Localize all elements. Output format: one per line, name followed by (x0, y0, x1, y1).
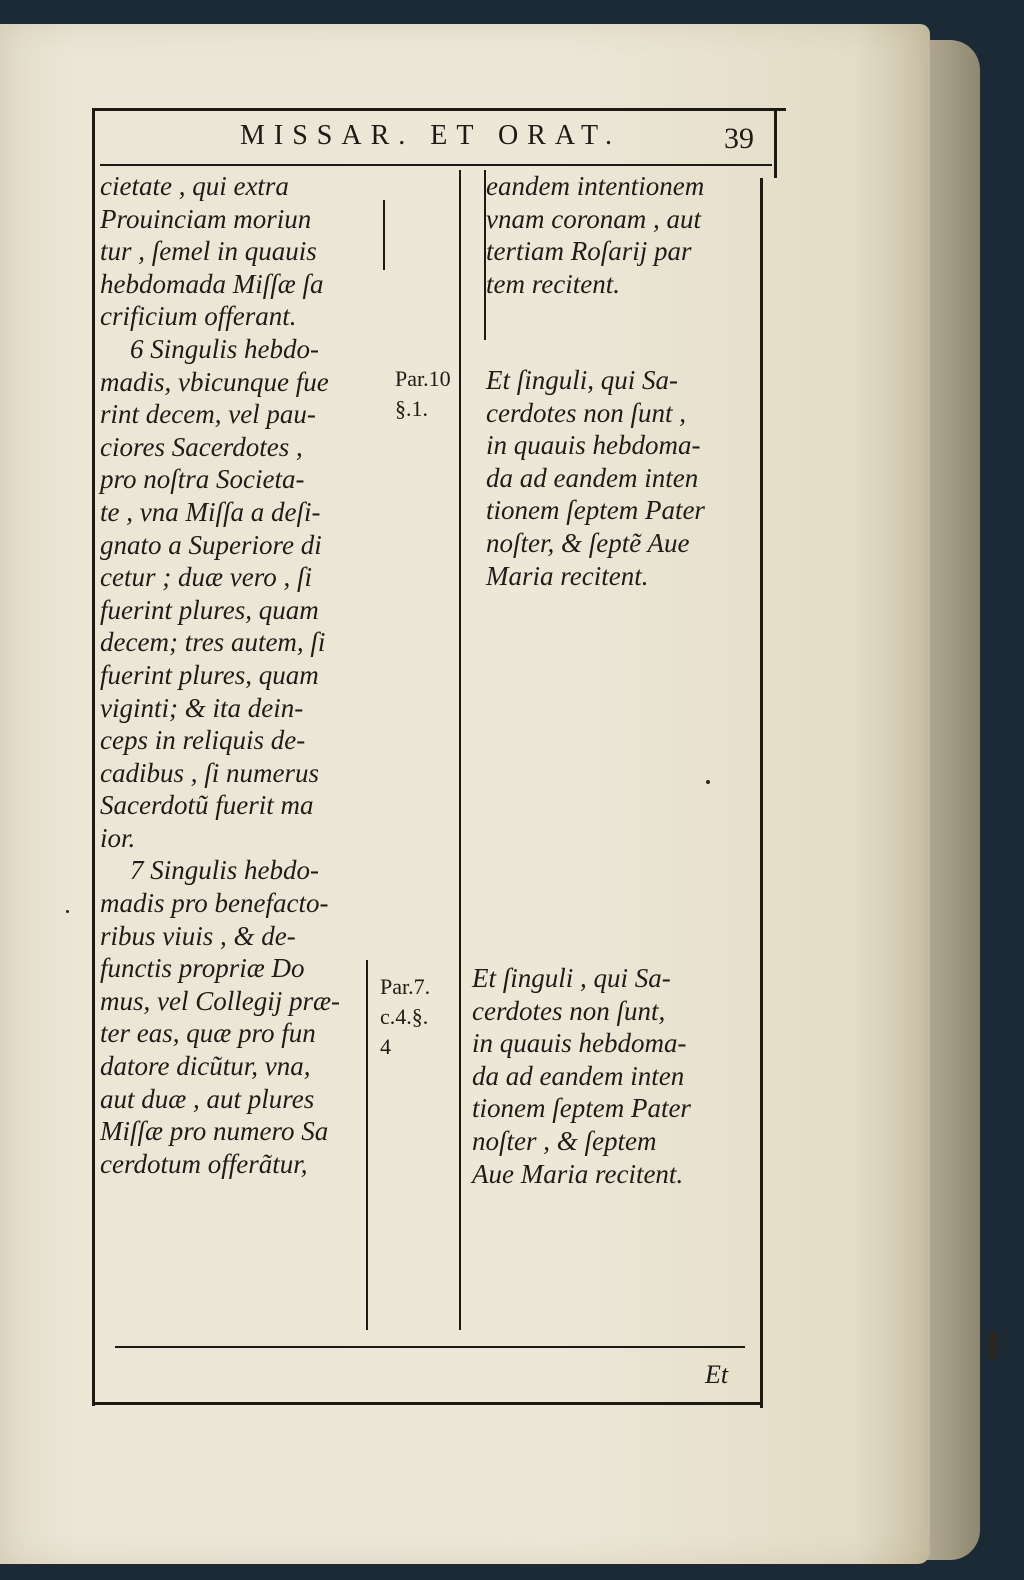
text-line: ior. (100, 822, 136, 853)
margin-note-line: 4 (380, 1034, 391, 1059)
text-line: decem; tres autem, ſi (100, 627, 326, 658)
text-line: hebdomada Miſſæ ſa (100, 268, 324, 299)
ink-speck (66, 910, 69, 913)
text-line: fuerint plures, quam (100, 594, 319, 625)
catchword: Et (705, 1360, 729, 1389)
text-line: datore dicũtur, vna, (100, 1051, 311, 1082)
right-text-block-1 (486, 170, 756, 300)
right-text-block-3 (472, 962, 742, 1190)
text-line: in quauis hebdoma- (486, 430, 701, 461)
text-line: noſter, & ſeptẽ Aue (486, 527, 690, 558)
text-line: aut duæ , aut plures (100, 1083, 315, 1114)
header-bottom-rule (100, 164, 772, 166)
text-line: cerdotes non ſunt, (472, 995, 666, 1026)
page-number: 39 (724, 122, 754, 155)
page-header (100, 118, 770, 162)
text-line: Et ſinguli , qui Sa- (472, 963, 671, 993)
text-line: noſter , & ſeptem (472, 1125, 657, 1156)
text-line: tertiam Roſarij par (486, 236, 692, 267)
text-line: ceps in reliquis de- (100, 725, 306, 756)
text-line: Miſſæ pro numero Sa (100, 1116, 329, 1147)
text-line: pro noſtra Societa- (100, 464, 305, 495)
paragraph-6-start: 6 Singulis hebdo- (130, 333, 319, 364)
frame-bottom-rule (92, 1402, 762, 1405)
text-line: mus, vel Collegij præ- (100, 985, 340, 1016)
text-line: cadibus , ſi numerus (100, 757, 319, 788)
text-line: tionem ſeptem Pater (472, 1093, 691, 1124)
text-line: ter eas, quæ pro fun (100, 1018, 316, 1049)
text-line: Aue Maria recitent. (472, 1158, 684, 1189)
margin-note-line: §.1. (395, 396, 428, 421)
running-title: MISSAR. ET ORAT. (240, 120, 622, 151)
text-line: Et ſinguli, qui Sa- (486, 365, 678, 395)
text-line: Prouinciam moriun (100, 203, 312, 234)
text-line: madis, vbicunque fue (100, 366, 329, 397)
text-line: eandem intentionem (486, 171, 705, 201)
text-line: ciores Sacerdotes , (100, 431, 303, 462)
footer-top-rule (115, 1346, 745, 1348)
text-line: ribus viuis , & de- (100, 920, 296, 951)
text-line: da ad eandem inten (472, 1060, 685, 1091)
text-line: da ad eandem inten (486, 462, 699, 493)
text-line: crificium offerant. (100, 301, 297, 332)
text-line: functis propriæ Do (100, 953, 305, 984)
text-line: cerdotes non ſunt , (486, 397, 686, 428)
frame-right-rule (774, 108, 777, 178)
text-line: in quauis hebdoma- (472, 1028, 687, 1059)
margin-note-line: Par.7. (380, 974, 431, 999)
text-line: rint decem, vel pau- (100, 399, 316, 430)
left-column-rule (383, 200, 385, 270)
paragraph-7-start: 7 Singulis hebdo- (130, 855, 319, 886)
text-line: te , vna Miſſa a deſi- (100, 496, 321, 527)
text-line: cietate , qui extra (100, 171, 289, 201)
left-text-column (100, 170, 370, 1180)
text-line: gnato a Superiore di (100, 529, 322, 560)
margin-note-line: c.4.§. (380, 1004, 429, 1029)
text-line: tionem ſeptem Pater (486, 495, 705, 526)
text-line: viginti; & ita dein- (100, 692, 304, 723)
frame-top-rule (92, 108, 786, 111)
margin-note-1 (395, 364, 465, 424)
frame-right-rule-lower (760, 178, 763, 1408)
text-line: madis pro benefacto- (100, 888, 329, 919)
middle-column-rule (459, 170, 461, 1330)
text-line: cetur ; duæ vero , ſi (100, 562, 312, 593)
margin-note-line: Par.10 (395, 366, 451, 391)
text-line: tem recitent. (486, 268, 620, 299)
text-line: tur , ſemel in quauis (100, 236, 317, 267)
text-line: cerdotum offerãtur, (100, 1148, 308, 1179)
ink-speck (706, 780, 710, 784)
margin-note-2 (380, 972, 450, 1062)
text-line: fuerint plures, quam (100, 659, 319, 690)
text-line: Sacerdotũ fuerit ma (100, 790, 314, 821)
text-line: Maria recitent. (486, 560, 649, 591)
frame-left-rule (92, 108, 95, 1406)
right-text-block-2 (486, 364, 756, 592)
text-line: vnam coronam , aut (486, 203, 701, 234)
ink-speck (988, 1330, 998, 1360)
